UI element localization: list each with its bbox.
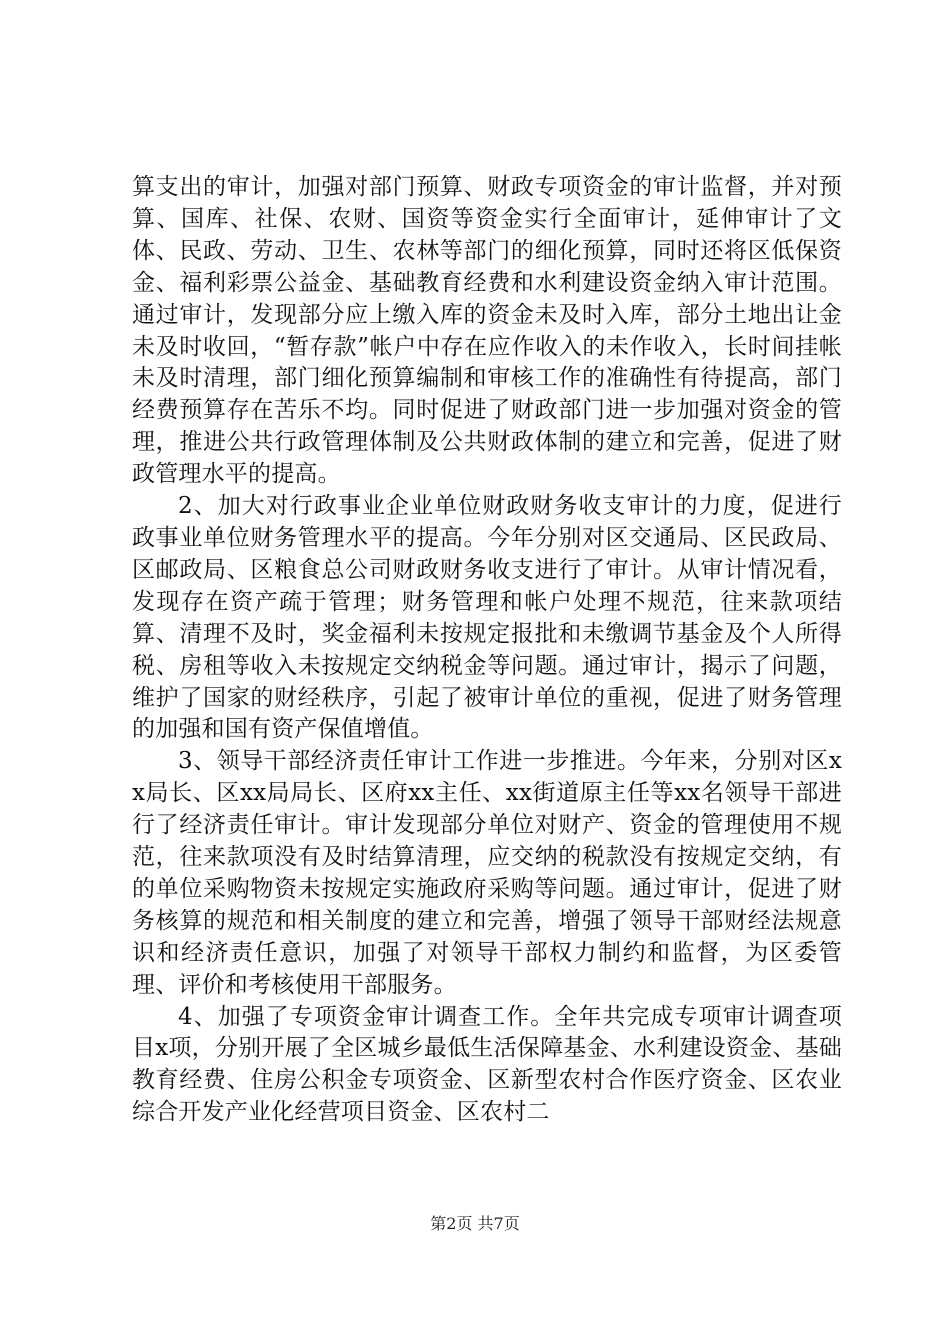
paragraph-1: 算支出的审计，加强对部门预算、财政专项资金的审计监督，并对预算、国库、社保、农财、国资等资金实行全面审计，延伸审计了文体、民政、劳动、卫生、农林等部门的细化预算，同时还将区低保资金、福利彩票公益金、基础教育经费和水利建设资金纳入审计范围。通过审计，发现部分应上缴入库的资金未及时入库，部分土地出让金未及时收回，“暂存款”帐户中存在应作收入的未作收入，长时间挂帐未及时清理，部门细化预算编制和审核工作的准确性有待提高，部门经费预算存在苦乐不均。同时促进了财政部门进一步加强对资金的管理，推进公共行政管理体制及公共财政体制的建立和完善，促进了财政管理水平的提高。 [132,174,842,488]
paragraph-4: 4、加强了专项资金审计调查工作。全年共完成专项审计调查项目x项，分别开展了全区城乡最低生活保障基金、水利建设资金、基础教育经费、住房公积金专项资金、区新型农村合作医疗资金、区农业综合开发产业化经营项目资金、区农村二 [132,1003,842,1126]
paragraph-3: 3、领导干部经济责任审计工作进一步推进。今年来，分别对区xx局长、区xx局局长、区府xx主任、xx街道原主任等xx名领导干部进行了经济责任审计。审计发现部分单位对财产、资金的管理使用不规范，往来款项没有及时结算清理，应交纳的税款没有按规定交纳，有的单位采购物资未按规定实施政府采购等问题。通过审计，促进了财务核算的规范和相关制度的建立和完善，增强了领导干部财经法规意识和经济责任意识，加强了对领导干部权力制约和监督，为区委管理、评价和考核使用干部服务。 [132,748,842,998]
paragraph-2: 2、加大对行政事业企业单位财政财务收支审计的力度，促进行政事业单位财务管理水平的提高。今年分别对区交通局、区民政局、区邮政局、区粮食总公司财政财务收支进行了审计。从审计情况看，发现存在资产疏于管理；财务管理和帐户处理不规范，往来款项结算、清理不及时，奖金福利未按规定报批和未缴调节基金及个人所得税、房租等收入未按规定交纳税金等问题。通过审计，揭示了问题，维护了国家的财经秩序，引起了被审计单位的重视，促进了财务管理的加强和国有资产保值增值。 [132,493,842,743]
body-text [132,172,842,1129]
page-footer: 第2页 共7页 [430,1214,520,1233]
